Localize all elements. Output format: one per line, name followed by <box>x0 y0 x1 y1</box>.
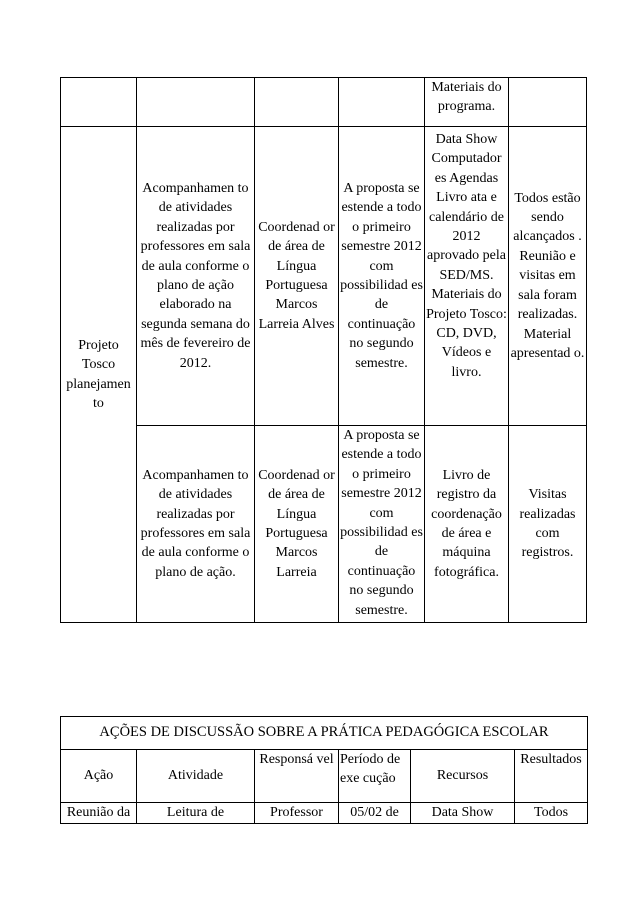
table-cell: Leitura de <box>137 803 255 824</box>
column-header-resultados: Resultados <box>515 750 588 803</box>
table-cell <box>509 78 587 127</box>
responsavel-cell: Coordenad or de área de Língua Portuguesa Marcos Larreia <box>255 426 339 623</box>
discussion-actions-table <box>60 716 588 824</box>
table-cell <box>137 78 255 127</box>
resultados-cell: Todos estão sendo alcançados . Reunião e visitas em sala foram realizadas. Material apresentad o. <box>509 127 587 426</box>
action-plan-table <box>60 77 587 623</box>
column-header-responsavel: Responsá vel <box>255 750 339 803</box>
atividade-cell: Acompanhamen to de atividades realizadas por professores em sala de aula conforme o plano de ação elaborado na segunda semana do mês de fevereiro de 2012. <box>137 127 255 426</box>
table-title: AÇÕES DE DISCUSSÃO SOBRE A PRÁTICA PEDAGÓGICA ESCOLAR <box>61 717 588 750</box>
table-row <box>61 127 587 426</box>
atividade-cell: Acompanhamen to de atividades realizadas por professores em sala de aula conforme o plano de ação. <box>137 426 255 623</box>
table-cell <box>61 78 137 127</box>
recursos-cell: Materiais do programa. <box>425 78 509 127</box>
column-header-acao: Ação <box>61 750 137 803</box>
table-cell: Professor <box>255 803 339 824</box>
resultados-cell: Visitas realizadas com registros. <box>509 426 587 623</box>
table-header-row <box>61 750 588 803</box>
periodo-cell: A proposta se estende a todo o primeiro semestre 2012 com possibilidad es de continuação no segundo semestre. <box>339 426 425 623</box>
periodo-cell: A proposta se estende a todo o primeiro semestre 2012 com possibilidad es de continuação no segundo semestre. <box>339 127 425 426</box>
column-header-periodo: Período de exe cução <box>339 750 411 803</box>
table-row <box>61 803 588 824</box>
column-header-atividade: Atividade <box>137 750 255 803</box>
recursos-cell: Data Show Computador es Agendas Livro ata e calendário de 2012 aprovado pela SED/MS. Materiais do Projeto Tosco: CD, DVD, Vídeos e livro. <box>425 127 509 426</box>
table-title-row <box>61 717 588 750</box>
table-cell: Todos <box>515 803 588 824</box>
projeto-cell: Projeto Tosco planejamen to <box>61 127 137 623</box>
table-cell: Data Show <box>411 803 515 824</box>
recursos-cell: Livro de registro da coordenação de área e máquina fotográfica. <box>425 426 509 623</box>
table-row <box>61 426 587 623</box>
table-cell: 05/02 de <box>339 803 411 824</box>
table-cell: Reunião da <box>61 803 137 824</box>
table-cell <box>339 78 425 127</box>
table-cell <box>255 78 339 127</box>
column-header-recursos: Recursos <box>411 750 515 803</box>
table-row <box>61 78 587 127</box>
responsavel-cell: Coordenad or de área de Língua Portuguesa Marcos Larreia Alves <box>255 127 339 426</box>
